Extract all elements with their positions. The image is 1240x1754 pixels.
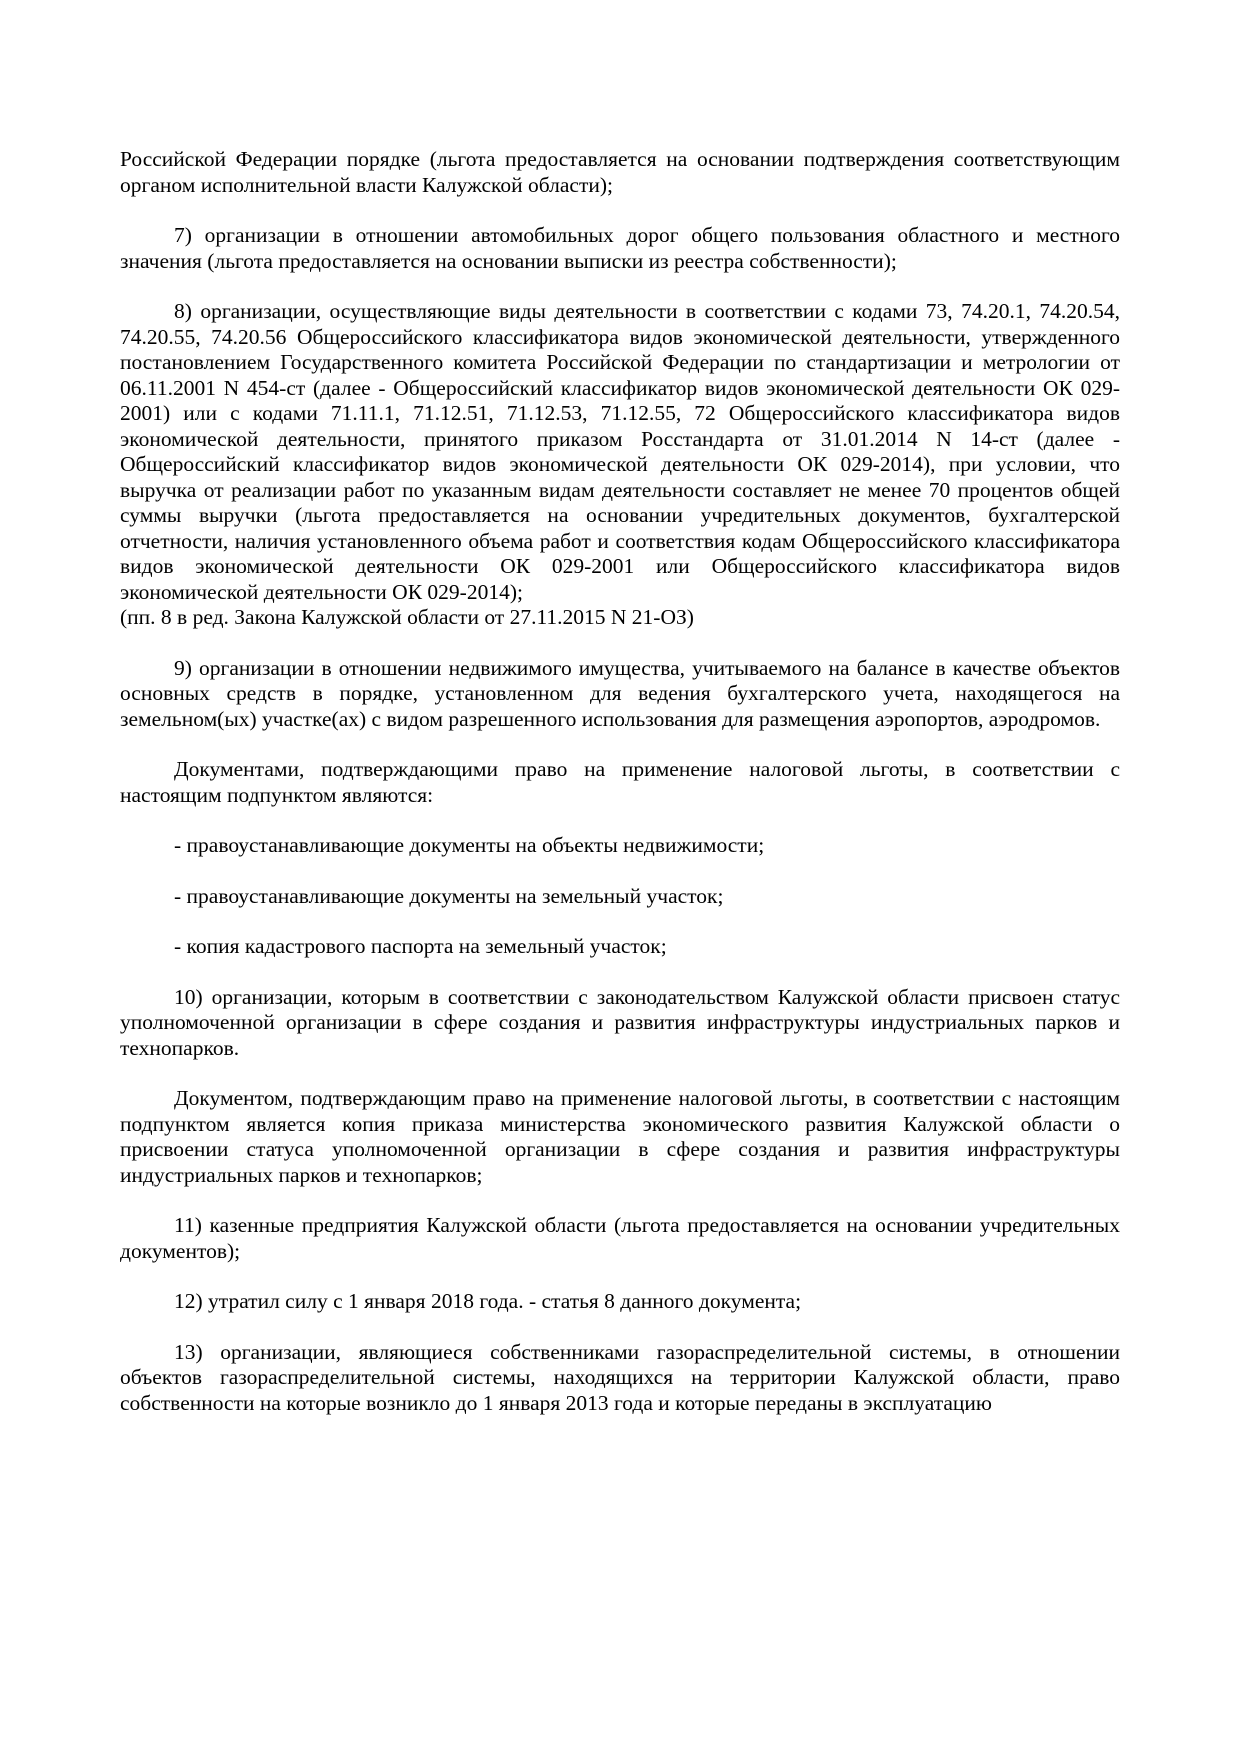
list-item-property-documents: - правоустанавливающие документы на объекты недвижимости; bbox=[174, 833, 765, 857]
paragraph-item-7: 7) организации в отношении автомобильных дорог общего пользования областного и местного значения (льгота предоставляется на основании выписки из реестра собственности); bbox=[120, 223, 1120, 273]
paragraph-document-confirmation: Документом, подтверждающим право на применение налоговой льготы, в соответствии с настоящим подпунктом является копия приказа министерства экономического развития Калужской области о присвоении статуса уполномоченной организации в сфере создания и развития инфраструктуры индустриальных парков и технопарков; bbox=[120, 1086, 1120, 1187]
paragraph-item-12: 12) утратил силу с 1 января 2018 года. - статья 8 данного документа; bbox=[174, 1289, 802, 1313]
paragraph-item-8: 8) организации, осуществляющие виды деятельности в соответствии с кодами 73, 74.20.1, 74.20.54, 74.20.55, 74.20.56 Общероссийского классификатора видов экономической деятельности, утвержденного постановлением Государственного комитета Российской Федерации по стандартизации и метрологии от 06.11.2001 N 454-ст (далее - Общероссийский классификатор видов экономической деятельности ОК 029-2001) или с кодами 71.11.1, 71.12.51, 71.12.53, 71.12.55, 72 Общероссийского классификатора видов экономической деятельности, принятого приказом Росстандарта от 31.01.2014 N 14-ст (далее - Общероссийский классификатор видов экономической деятельности ОК 029-2014), при условии, что выручка от реализации работ по указанным видам деятельности составляет не менее 70 процентов общей суммы выручки (льгота предоставляется на основании учредительных документов, бухгалтерской отчетности, наличия установленного объема работ и соответствия кодам Общероссийского классификатора видов экономической деятельности ОК 029-2001 или Общероссийского классификатора видов экономической деятельности ОК 029-2014); bbox=[120, 299, 1120, 604]
paragraph-item-9: 9) организации в отношении недвижимого имущества, учитываемого на балансе в качестве объектов основных средств в порядке, установленном для ведения бухгалтерского учета, находящегося на земельном(ых) участке(ах) с видом разрешенного использования для размещения аэропортов, аэродромов. bbox=[120, 655, 1120, 731]
paragraph-item-13: 13) организации, являющиеся собственниками газораспределительной системы, в отношении объектов газораспределительной системы, находящихся на территории Калужской области, право собственности на которые возникло до 1 января 2013 года и которые переданы в эксплуатацию bbox=[120, 1339, 1120, 1415]
document-page bbox=[120, 147, 1120, 1416]
list-item-land-documents: - правоустанавливающие документы на земельный участок; bbox=[174, 883, 724, 908]
list-item-cadastral-passport: - копия кадастрового паспорта на земельный участок; bbox=[174, 934, 667, 958]
paragraph-item-11: 11) казенные предприятия Калужской области (льгота предоставляется на основании учредительных документов); bbox=[120, 1213, 1120, 1263]
paragraph-continuation: Российской Федерации порядке (льгота предоставляется на основании подтверждения соответствующим органом исполнительной власти Калужской области); bbox=[120, 147, 1120, 197]
paragraph-amendment-note: (пп. 8 в ред. Закона Калужской области от 27.11.2015 N 21-ОЗ) bbox=[120, 605, 694, 629]
paragraph-item-10: 10) организации, которым в соответствии с законодательством Калужской области присвоен статус уполномоченной организации в сфере создания и развития инфраструктуры индустриальных парков и технопарков. bbox=[120, 984, 1120, 1060]
paragraph-documents-intro: Документами, подтверждающими право на применение налоговой льготы, в соответствии с настоящим подпунктом являются: bbox=[120, 757, 1120, 807]
